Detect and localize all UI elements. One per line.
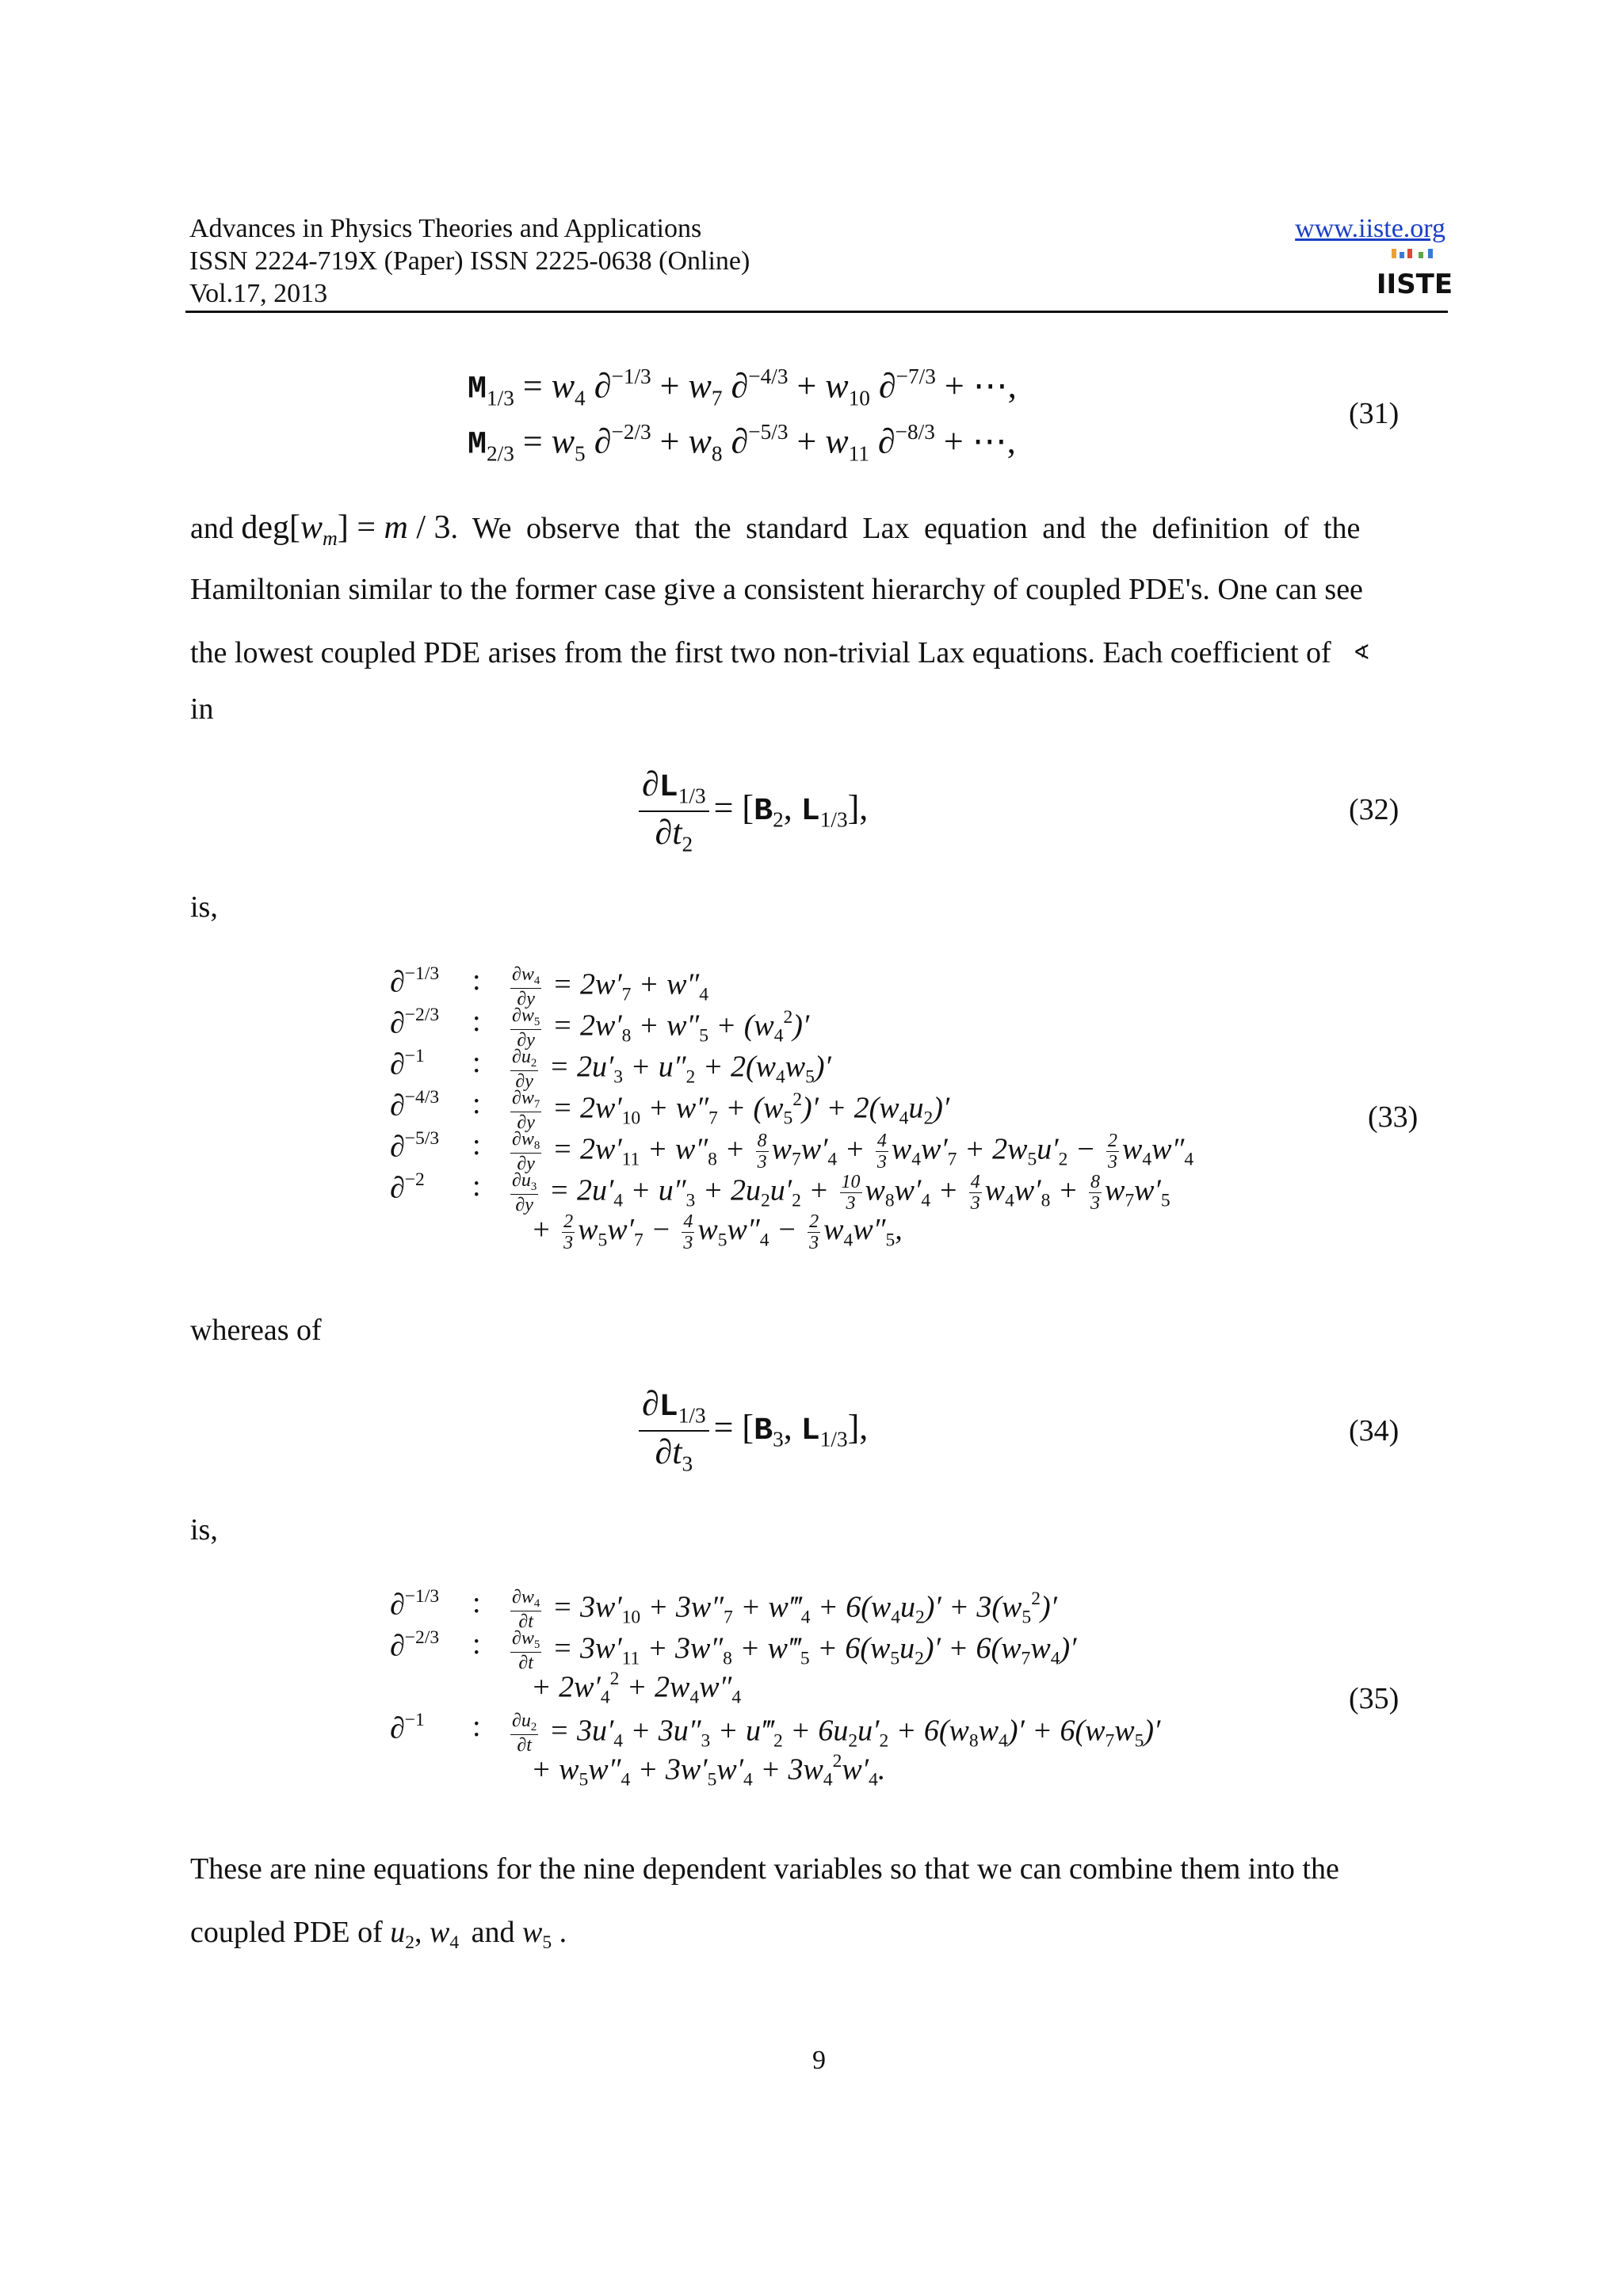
whereas-of-label: whereas of	[190, 1314, 322, 1347]
header-rule	[185, 311, 1448, 313]
website-link[interactable]: www.iiste.org	[1295, 214, 1445, 243]
equation-number-33: (33)	[1368, 1100, 1419, 1134]
equation-31-line1: $M_{1/3} = w_4$ $\partial^{-1/3} + w_7$ $\partial^{-4/3} + w_{10}$ ∂$^{-7/3}$ + ⋯,	[468, 364, 1017, 410]
journal-volume: Vol.17, 2013	[189, 279, 328, 308]
final-paragraph-line-1: These are nine equations for the nine dependent variables so that we can combine them into the	[190, 1852, 1339, 1886]
equation-number-34: (34)	[1349, 1414, 1400, 1447]
svg-text:IISTE: IISTE	[1376, 269, 1453, 300]
equation-35: ∂$^{-1/3}$ : $\frac{\partial w_4}{\partial t}$ = $3w'_{10} + 3w''_7$ + $w‴_4 + 6(w_4u_2)' + 3(w_5^2)'$ ∂$^{-2/3}$ : $\frac{\partial w_5}{\partial t}$ = $3w'_{11} + 3w''_8$ + $w‴_5 + 6(w_5u_2)' + 6(w_7w_4)'$ + $2w'_4^2 + 2w_4w''_4$ ∂$^{-1}$ : $\frac{\partial u_2}{\partial t}$ = $3u'_4 + 3u''_3$ + $u‴_2 + 6u_2u'_2 + 6(w_8w_4)' + 6(w_7w_5)'$ + $w_5w''_4 + 3w'_5w'_4 + 3w_4^2w'_4$.	[390, 1586, 1161, 1791]
final-paragraph-line-2: coupled PDE of $u_2$, $w_4$ and $w_5$ .	[190, 1916, 567, 1954]
is-label-1: is,	[190, 891, 218, 924]
equation-32: $\frac{\partial L_{1/3}}{\partial t_2}$ = [$B_2$, $L_{1/3}$],	[634, 767, 868, 856]
paragraph-1-line-1: and $deg[w_m] = m / 3$. We observe that the standard Lax equation and the definition of the	[190, 509, 1361, 551]
iiste-logo	[1376, 247, 1453, 301]
final-and: and	[471, 1916, 515, 1949]
journal-title: Advances in Physics Theories and Applications	[189, 214, 702, 243]
paragraph-1-line-4: in	[190, 692, 214, 726]
paragraph-1-line-1-text: . We observe that the standard Lax equation and the definition of the	[450, 512, 1361, 545]
equation-34: $\frac{\partial L_{1/3}}{\partial t_3}$ = [$B_3$, $L_{1/3}$],	[634, 1386, 868, 1475]
partial-symbol-icon: ∢	[1353, 641, 1371, 664]
paragraph-1-line-3	[190, 638, 1370, 668]
is-label-2: is,	[190, 1513, 218, 1547]
equation-number-35: (35)	[1349, 1682, 1400, 1715]
page-number: 9	[812, 2046, 826, 2075]
final-paragraph-line-2-text: coupled PDE of	[190, 1916, 383, 1949]
paragraph-1-line-2: Hamiltonian similar to the former case give a consistent hierarchy of coupled PDE's. One can see	[190, 573, 1363, 606]
equation-33: ∂$^{-1/3}$ : $\frac{\partial w_4}{\partial y}$ = $2w'_7 + w''_4$ ∂$^{-2/3}$ : $\frac{\partial w_5}{\partial y}$ = $2w'_8 + w''_5 + (w_4^2)'$ ∂$^{-1}$ : $\frac{\partial u_2}{\partial y}$ = $2u'_3 + u''_2 + 2(w_4w_5)'$ ∂$^{-4/3}$ : $\frac{\partial w_7}{\partial y}$ = $2w'_{10} + w''_7 + (w_5^2)' + 2(w_4u_2)'$ ∂$^{-5/3}$ : $\frac{\partial w_8}{\partial y}$ = $2w'_{11} + w''_8$ + $\frac{8}{3}$ $w_7w'_4$ + $\frac{4}{3}$ $w_4w'_7 + 2w_5u'_2$ − $\frac{2}{3}$ $w_4w''_4$ ∂$^{-2}$ : $\frac{\partial u_3}{\partial y}$ = $2u'_4 + u''_3 + 2u_2u'_2$ + $\frac{10}{3}$ $w_8w'_4$ + $\frac{4}{3}$ $w_4w'_8$ + $\frac{8}{3}$ $w_7w'_5$ + $\frac{2}{3}$ $w_5w'_7$ − $\frac{4}{3}$ $w_5w''_4$ − $\frac{2}{3}$ $w_4w''_5$,	[390, 963, 1194, 1253]
journal-issn: ISSN 2224-719X (Paper) ISSN 2225-0638 (Online)	[189, 246, 750, 276]
equation-31-line2: $M_{2/3} = w_5$ $\partial^{-2/3} + w_8$ $\partial^{-5/3} + w_{11}$ ∂$^{-8/3}$ + ⋯,	[468, 420, 1016, 466]
equation-number-32: (32)	[1349, 793, 1400, 826]
equation-number-31: (31)	[1349, 397, 1400, 430]
paragraph-1-line-3-text: the lowest coupled PDE arises from the first two non-trivial Lax equations. Each coefficient of	[190, 636, 1331, 669]
